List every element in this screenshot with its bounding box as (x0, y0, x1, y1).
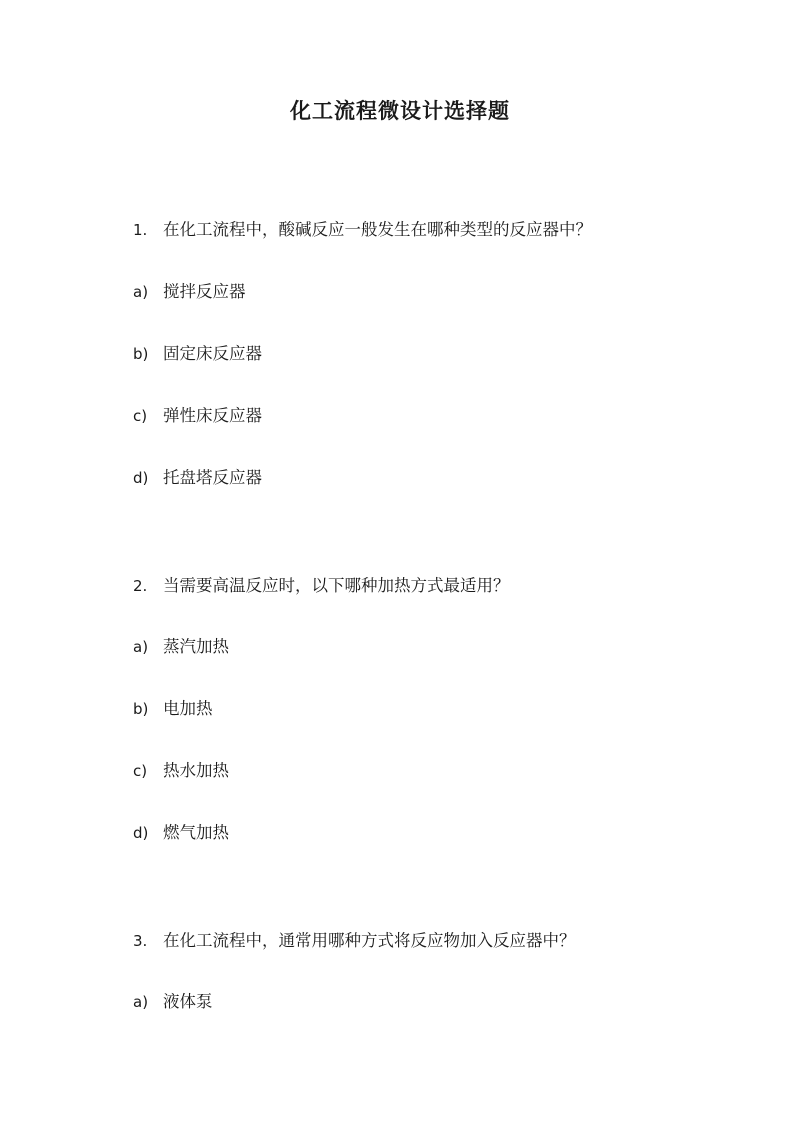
option-1a (133, 280, 246, 304)
question-number: 3. (133, 932, 148, 950)
question-1 (133, 218, 592, 242)
option-2a (133, 635, 229, 659)
option-text: 蒸汽加热 (163, 637, 229, 656)
option-text: 燃气加热 (163, 823, 229, 842)
option-letter: a) (133, 993, 149, 1011)
option-text: 液体泵 (163, 992, 213, 1011)
option-text: 电加热 (163, 699, 213, 718)
option-letter: a) (133, 638, 149, 656)
option-letter: a) (133, 283, 149, 301)
option-2d (133, 821, 229, 845)
question-3 (133, 929, 576, 953)
question-2 (133, 574, 510, 598)
option-letter: c) (133, 407, 148, 425)
option-3a (133, 990, 213, 1014)
option-text: 搅拌反应器 (163, 282, 246, 301)
question-text: 当需要高温反应时，以下哪种加热方式最适用？ (163, 576, 510, 595)
option-text: 固定床反应器 (163, 344, 262, 363)
option-text: 弹性床反应器 (163, 406, 262, 425)
option-2c (133, 759, 229, 783)
option-letter: d) (133, 824, 149, 842)
option-letter: b) (133, 700, 149, 718)
option-1c (133, 404, 262, 428)
option-letter: c) (133, 762, 148, 780)
option-1b (133, 342, 262, 366)
option-text: 托盘塔反应器 (163, 468, 262, 487)
option-1d (133, 466, 262, 490)
question-number: 1. (133, 221, 148, 239)
option-text: 热水加热 (163, 761, 229, 780)
option-letter: b) (133, 345, 149, 363)
question-number: 2. (133, 577, 148, 595)
question-text: 在化工流程中，通常用哪种方式将反应物加入反应器中？ (163, 931, 576, 950)
question-text: 在化工流程中，酸碱反应一般发生在哪种类型的反应器中？ (163, 220, 592, 239)
option-2b (133, 697, 213, 721)
document-title: 化工流程微设计选择题 (290, 98, 510, 123)
option-letter: d) (133, 469, 149, 487)
